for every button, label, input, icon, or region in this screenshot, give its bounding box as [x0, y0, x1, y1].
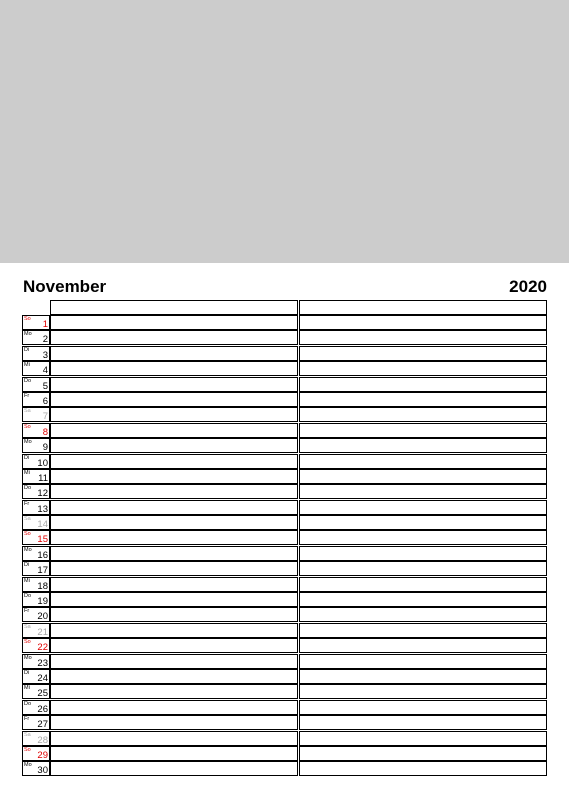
entry-cell-left[interactable] — [50, 731, 298, 746]
weekday-label: Di — [24, 454, 30, 461]
entry-cell-right[interactable] — [299, 715, 547, 730]
entry-cell-right[interactable] — [299, 484, 547, 499]
day-row — [22, 515, 547, 530]
day-label-box — [22, 438, 50, 453]
entry-cell-right[interactable] — [299, 530, 547, 545]
day-row — [22, 715, 547, 730]
day-label-box — [22, 607, 50, 622]
entry-cell-left[interactable] — [50, 577, 298, 592]
calendar-grid — [22, 300, 547, 777]
entry-cell-left[interactable] — [50, 623, 298, 638]
day-number: 18 — [37, 580, 48, 592]
entry-cell-right[interactable] — [299, 761, 547, 776]
entry-cell-right[interactable] — [299, 684, 547, 699]
entry-cell-right[interactable] — [299, 592, 547, 607]
weekday-label: Fr — [24, 608, 30, 615]
day-row — [22, 654, 547, 669]
weekday-label: Di — [24, 562, 30, 569]
day-row — [22, 577, 547, 592]
day-number: 15 — [37, 534, 48, 546]
entry-cell-right[interactable] — [299, 746, 547, 761]
entry-cell-left[interactable] — [50, 607, 298, 622]
entry-cell-left[interactable] — [50, 484, 298, 499]
entry-cell-left[interactable] — [50, 469, 298, 484]
weekday-label: Mi — [24, 577, 30, 584]
day-row — [22, 438, 547, 453]
weekday-label: So — [24, 639, 31, 646]
day-number: 14 — [37, 519, 48, 531]
entry-cell-right[interactable] — [299, 546, 547, 561]
day-label-box — [22, 315, 50, 330]
day-label-box — [22, 669, 50, 684]
day-row — [22, 761, 547, 776]
weekday-label: So — [24, 423, 31, 430]
header-cell-right[interactable] — [299, 300, 547, 315]
entry-cell-left[interactable] — [50, 638, 298, 653]
day-number: 23 — [37, 657, 48, 669]
entry-cell-left[interactable] — [50, 500, 298, 515]
photo-placeholder — [0, 0, 569, 263]
weekday-label: Do — [24, 377, 32, 384]
day-number: 8 — [42, 426, 48, 438]
day-label-box — [22, 407, 50, 422]
entry-cell-right[interactable] — [299, 607, 547, 622]
day-number: 11 — [38, 472, 48, 484]
day-label-box — [22, 346, 50, 361]
entry-cell-left[interactable] — [50, 669, 298, 684]
weekday-label: So — [24, 531, 31, 538]
header-cell-left[interactable] — [50, 300, 298, 315]
entry-cell-left[interactable] — [50, 715, 298, 730]
day-row — [22, 530, 547, 545]
day-label-box — [22, 592, 50, 607]
day-row — [22, 546, 547, 561]
weekday-label: Do — [24, 593, 32, 600]
day-number: 30 — [37, 765, 48, 777]
day-row — [22, 469, 547, 484]
day-row — [22, 746, 547, 761]
entry-cell-left[interactable] — [50, 700, 298, 715]
entry-cell-right[interactable] — [299, 454, 547, 469]
day-label-box — [22, 731, 50, 746]
weekday-label: Do — [24, 485, 32, 492]
year-title: 2020 — [509, 277, 547, 296]
weekday-label: Fr — [24, 716, 30, 723]
entry-cell-right[interactable] — [299, 515, 547, 530]
day-label-box — [22, 638, 50, 653]
day-number: 20 — [37, 611, 48, 623]
entry-cell-left[interactable] — [50, 361, 298, 376]
entry-cell-left[interactable] — [50, 746, 298, 761]
day-number: 3 — [42, 349, 48, 361]
day-number: 13 — [37, 503, 48, 515]
day-row — [22, 561, 547, 576]
weekday-label: Do — [24, 700, 32, 707]
entry-cell-left[interactable] — [50, 515, 298, 530]
day-number: 21 — [37, 626, 48, 638]
day-row — [22, 623, 547, 638]
entry-cell-left[interactable] — [50, 546, 298, 561]
day-number: 2 — [42, 334, 48, 346]
day-number: 24 — [37, 672, 48, 684]
day-number: 9 — [42, 442, 48, 454]
entry-cell-right[interactable] — [299, 623, 547, 638]
weekday-label: Mi — [24, 362, 30, 369]
day-number: 27 — [37, 719, 48, 731]
day-number: 1 — [42, 319, 48, 330]
day-row — [22, 607, 547, 622]
day-row — [22, 592, 547, 607]
day-row — [22, 330, 547, 345]
weekday-label: Mo — [24, 546, 32, 553]
day-label-box — [22, 515, 50, 530]
entry-cell-left[interactable] — [50, 438, 298, 453]
entry-cell-right[interactable] — [299, 654, 547, 669]
day-row — [22, 392, 547, 407]
weekday-label: Mo — [24, 762, 32, 769]
entry-cell-right[interactable] — [299, 407, 547, 422]
entry-cell-right[interactable] — [299, 561, 547, 576]
day-row — [22, 423, 547, 438]
day-row — [22, 454, 547, 469]
day-label-box — [22, 715, 50, 730]
entry-cell-right[interactable] — [299, 315, 547, 330]
day-label-box — [22, 454, 50, 469]
entry-cell-left[interactable] — [50, 392, 298, 407]
entry-cell-right[interactable] — [299, 392, 547, 407]
weekday-label: Fr — [24, 392, 30, 399]
day-row — [22, 669, 547, 684]
day-label-box — [22, 423, 50, 438]
day-number: 12 — [37, 488, 48, 500]
day-label-box — [22, 377, 50, 392]
weekday-label: Mi — [24, 469, 30, 476]
day-row — [22, 700, 547, 715]
entry-cell-left[interactable] — [50, 592, 298, 607]
entry-cell-right[interactable] — [299, 500, 547, 515]
entry-cell-left[interactable] — [50, 654, 298, 669]
day-label-box — [22, 484, 50, 499]
entry-cell-left[interactable] — [50, 377, 298, 392]
entry-cell-right[interactable] — [299, 423, 547, 438]
entry-cell-right[interactable] — [299, 700, 547, 715]
day-row — [22, 346, 547, 361]
weekday-label: Sa — [24, 408, 31, 415]
weekday-label: Sa — [24, 623, 31, 630]
weekday-label: Mi — [24, 685, 30, 692]
day-label-box — [22, 684, 50, 699]
day-number: 7 — [42, 411, 48, 423]
entry-cell-left[interactable] — [50, 530, 298, 545]
entry-cell-left[interactable] — [50, 330, 298, 345]
day-number: 25 — [37, 688, 48, 700]
entry-cell-right[interactable] — [299, 469, 547, 484]
entry-cell-right[interactable] — [299, 731, 547, 746]
day-label-box — [22, 761, 50, 776]
day-row — [22, 484, 547, 499]
day-number: 28 — [37, 734, 48, 746]
entry-cell-right[interactable] — [299, 638, 547, 653]
weekday-label: Fr — [24, 500, 30, 507]
entry-cell-left[interactable] — [50, 423, 298, 438]
month-title: November — [23, 277, 107, 296]
day-number: 17 — [37, 565, 48, 577]
day-row — [22, 684, 547, 699]
day-rows — [22, 315, 547, 777]
entry-cell-right[interactable] — [299, 377, 547, 392]
weekday-label: So — [24, 746, 31, 753]
day-number: 29 — [37, 749, 48, 761]
entry-cell-left[interactable] — [50, 346, 298, 361]
day-row — [22, 377, 547, 392]
weekday-label: Mo — [24, 439, 32, 446]
day-row — [22, 315, 547, 330]
day-label-box — [22, 500, 50, 515]
entry-cell-left[interactable] — [50, 315, 298, 330]
weekday-label: Mo — [24, 654, 32, 661]
day-number: 16 — [37, 549, 48, 561]
day-label-box — [22, 654, 50, 669]
weekday-label: Di — [24, 346, 30, 353]
entry-cell-right[interactable] — [299, 330, 547, 345]
day-row — [22, 638, 547, 653]
day-label-box — [22, 392, 50, 407]
entry-cell-right[interactable] — [299, 669, 547, 684]
day-number: 26 — [37, 703, 48, 715]
day-label-box — [22, 623, 50, 638]
day-label-box — [22, 577, 50, 592]
weekday-label: Di — [24, 669, 30, 676]
entry-cell-right[interactable] — [299, 346, 547, 361]
weekday-label: So — [24, 316, 31, 322]
day-label-box — [22, 700, 50, 715]
day-number: 4 — [42, 365, 48, 377]
day-number: 10 — [37, 457, 48, 469]
day-row — [22, 407, 547, 422]
day-number: 6 — [42, 395, 48, 407]
entry-cell-left[interactable] — [50, 561, 298, 576]
header-row — [22, 300, 547, 314]
day-number: 22 — [37, 642, 48, 654]
day-row — [22, 500, 547, 515]
weekday-label: Sa — [24, 516, 31, 523]
entry-cell-left[interactable] — [50, 684, 298, 699]
day-label-box — [22, 361, 50, 376]
day-row — [22, 731, 547, 746]
day-row — [22, 361, 547, 376]
entry-cell-left[interactable] — [50, 407, 298, 422]
day-label-box — [22, 530, 50, 545]
day-label-box — [22, 561, 50, 576]
weekday-label: Sa — [24, 731, 31, 738]
day-number: 5 — [42, 380, 48, 392]
day-number: 19 — [37, 596, 48, 608]
day-label-box — [22, 330, 50, 345]
entry-cell-left[interactable] — [50, 761, 298, 776]
entry-cell-right[interactable] — [299, 361, 547, 376]
day-label-box — [22, 546, 50, 561]
entry-cell-right[interactable] — [299, 438, 547, 453]
entry-cell-left[interactable] — [50, 454, 298, 469]
entry-cell-right[interactable] — [299, 577, 547, 592]
day-label-box — [22, 469, 50, 484]
day-label-box — [22, 746, 50, 761]
weekday-label: Mo — [24, 331, 32, 338]
